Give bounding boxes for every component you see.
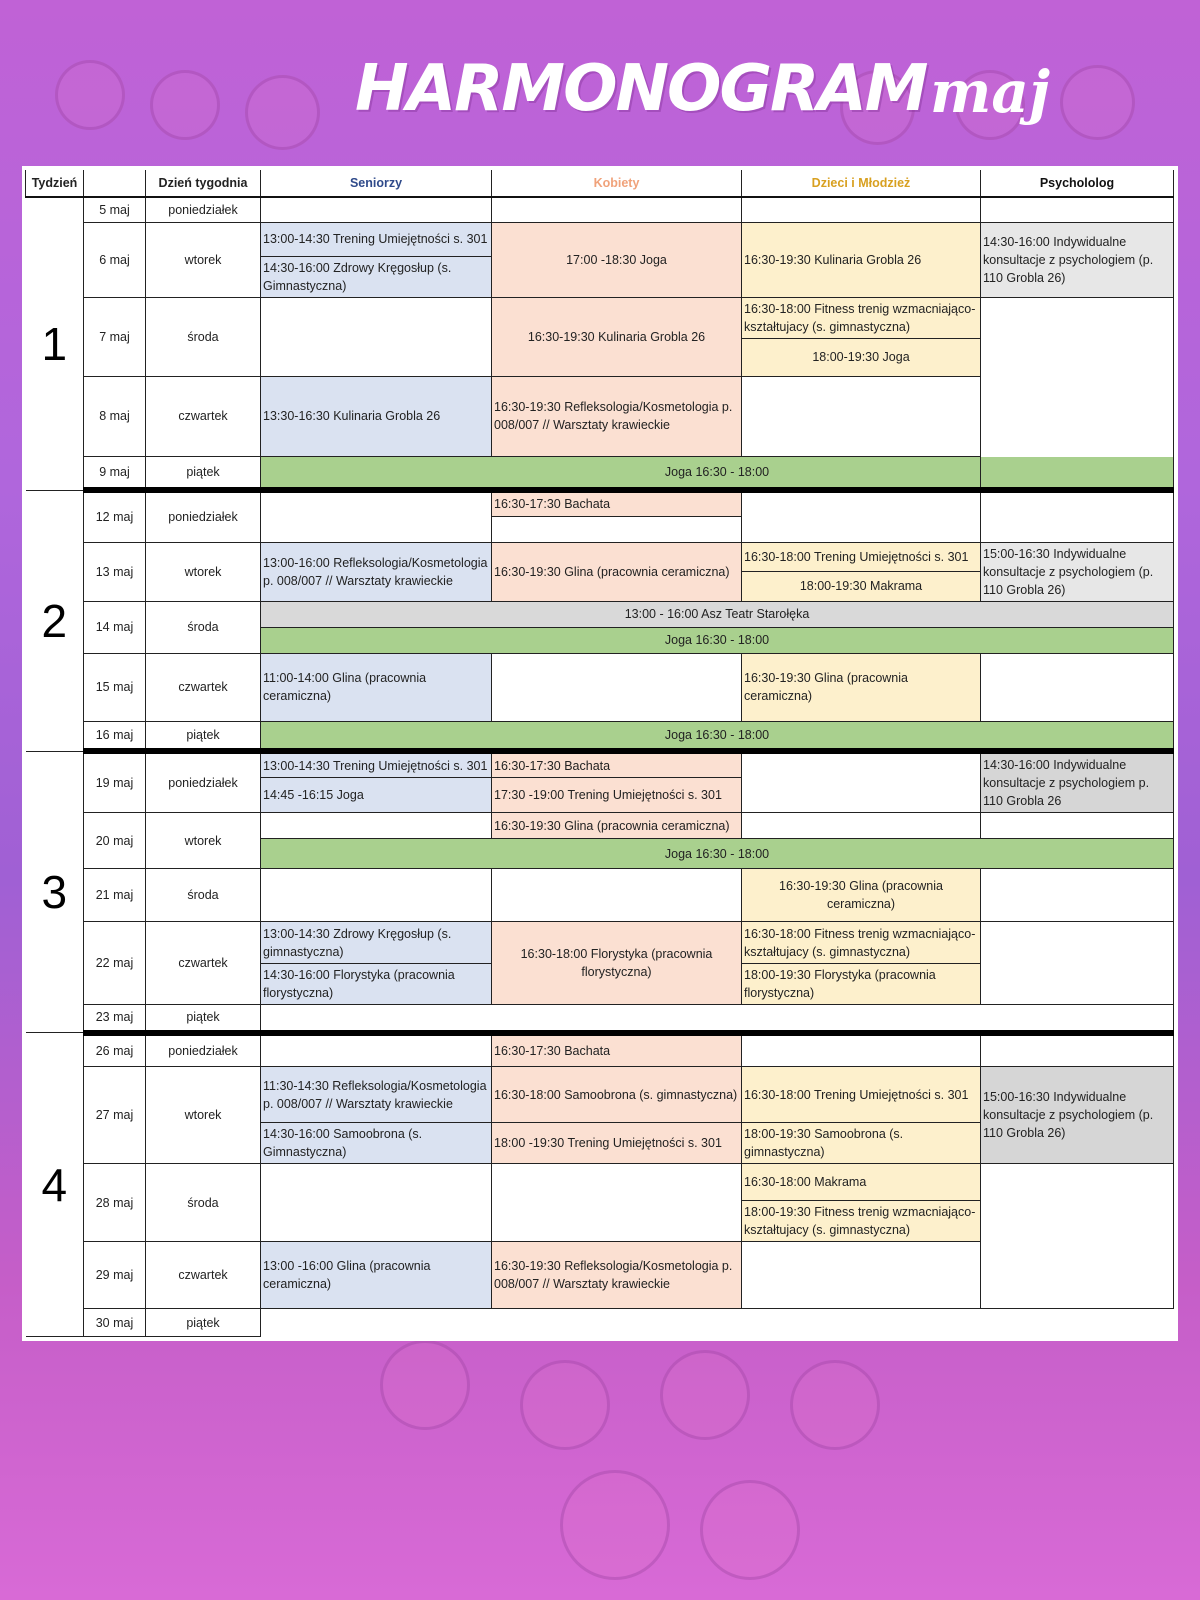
event-cell: 13:00-14:30 Zdrowy Kręgosłup (s. gimnastyczna) — [261, 922, 492, 964]
empty-cell — [981, 653, 1174, 721]
col-day: Dzień tygodnia — [146, 170, 261, 197]
week-number: 4 — [26, 1033, 84, 1337]
date-cell: 5 maj — [84, 197, 146, 222]
event-cell: 16:30-19:30 Kulinaria Grobla 26 — [492, 297, 742, 376]
empty-cell — [492, 516, 742, 542]
event-cell: 13:00 -16:00 Glina (pracownia ceramiczna) — [261, 1242, 492, 1309]
event-cell: 16:30-19:30 Refleksologia/Kosmetologia p. 008/007 // Warsztaty krawieckie — [492, 376, 742, 456]
event-cell: 14:30-16:00 Florystyka (pracownia florystyczna) — [261, 964, 492, 1005]
table-row — [26, 751, 1174, 778]
date-cell: 8 maj — [84, 376, 146, 456]
event-cell: Joga 16:30 - 18:00 — [261, 456, 1174, 490]
event-cell: 13:00-16:00 Refleksologia/Kosmetologia p. 008/007 // Warsztaty krawieckie — [261, 542, 492, 601]
day-cell: środa — [146, 1164, 261, 1242]
empty-cell — [742, 751, 981, 813]
empty-cell — [981, 813, 1174, 839]
empty-cell — [261, 490, 492, 542]
empty-cell — [981, 1033, 1174, 1067]
table-row — [26, 653, 1174, 721]
empty-cell — [261, 1309, 1174, 1337]
event-cell: 16:30-17:30 Bachata — [492, 490, 742, 516]
table-row — [26, 1005, 1174, 1033]
event-cell: 17:30 -19:00 Trening Umiejętności s. 301 — [492, 778, 742, 813]
page-title: HARMONOGRAM — [355, 52, 927, 126]
table-row — [26, 922, 1174, 964]
col-women: Kobiety — [492, 170, 742, 197]
date-cell: 14 maj — [84, 601, 146, 653]
empty-cell — [981, 869, 1174, 922]
event-cell: 17:00 -18:30 Joga — [492, 222, 742, 297]
day-cell: środa — [146, 869, 261, 922]
event-cell: 14:30-16:00 Indywidualne konsultacje z psychologiem (p. 110 Grobla 26) — [981, 222, 1174, 297]
event-cell: 16:30-19:30 Glina (pracownia ceramiczna) — [492, 542, 742, 601]
event-cell: 18:00-19:30 Fitness trenig wzmacniająco-kształtujacy (s. gimnastyczna) — [742, 1201, 981, 1242]
day-cell: piątek — [146, 456, 261, 490]
empty-cell — [261, 869, 492, 922]
event-cell: 16:30-19:30 Refleksologia/Kosmetologia p. 008/007 // Warsztaty krawieckie — [492, 1242, 742, 1309]
date-cell: 23 maj — [84, 1005, 146, 1033]
col-psych: Psychololog — [981, 170, 1174, 197]
empty-cell — [742, 1033, 981, 1067]
day-cell: czwartek — [146, 922, 261, 1005]
empty-cell — [492, 197, 742, 222]
empty-cell — [742, 197, 981, 222]
day-cell: poniedziałek — [146, 751, 261, 813]
empty-cell — [492, 869, 742, 922]
table-row — [26, 542, 1174, 572]
event-cell: 18:00-19:30 Makrama — [742, 572, 981, 602]
day-cell: środa — [146, 601, 261, 653]
event-cell: 11:30-14:30 Refleksologia/Kosmetologia p. 008/007 // Warsztaty krawieckie — [261, 1067, 492, 1123]
empty-cell — [261, 813, 492, 839]
event-cell: 16:30-18:00 Trening Umiejętności s. 301 — [742, 1067, 981, 1123]
table-row — [26, 1309, 1174, 1337]
table-row — [26, 1164, 1174, 1201]
date-cell: 29 maj — [84, 1242, 146, 1309]
event-cell: 16:30-17:30 Bachata — [492, 751, 742, 778]
day-cell: poniedziałek — [146, 197, 261, 222]
event-cell: 13:00-14:30 Trening Umiejętności s. 301 — [261, 751, 492, 778]
table-row — [26, 490, 1174, 516]
table-row — [26, 869, 1174, 922]
day-cell: piątek — [146, 721, 261, 751]
empty-cell — [981, 1164, 1174, 1309]
day-cell: czwartek — [146, 653, 261, 721]
event-cell: 11:00-14:00 Glina (pracownia ceramiczna) — [261, 653, 492, 721]
week-number: 2 — [26, 490, 84, 751]
event-cell: 16:30-17:30 Bachata — [492, 1033, 742, 1067]
day-cell: poniedziałek — [146, 490, 261, 542]
month-label: maj — [930, 58, 1050, 126]
table-row — [26, 1067, 1174, 1123]
event-cell: 14:30-16:00 Samoobrona (s. Gimnastyczna) — [261, 1123, 492, 1164]
event-cell: 18:00 -19:30 Trening Umiejętności s. 301 — [492, 1123, 742, 1164]
date-cell: 19 maj — [84, 751, 146, 813]
table-row — [26, 297, 1174, 338]
date-cell: 27 maj — [84, 1067, 146, 1164]
date-cell: 12 maj — [84, 490, 146, 542]
event-cell: 16:30-18:00 Fitness trenig wzmacniająco-kształtujacy (s. gimnastyczna) — [742, 297, 981, 338]
week-number: 3 — [26, 751, 84, 1033]
date-cell: 20 maj — [84, 813, 146, 869]
event-cell: 15:00-16:30 Indywidualne konsultacje z psychologiem (p. 110 Grobla 26) — [981, 542, 1174, 601]
date-cell: 30 maj — [84, 1309, 146, 1337]
event-cell: 16:30-18:00 Trening Umiejętności s. 301 — [742, 542, 981, 572]
date-cell: 26 maj — [84, 1033, 146, 1067]
day-cell: piątek — [146, 1005, 261, 1033]
empty-cell — [261, 1005, 1174, 1033]
date-cell: 15 maj — [84, 653, 146, 721]
empty-cell — [742, 1242, 981, 1309]
event-cell: 16:30-19:30 Glina (pracownia ceramiczna) — [742, 869, 981, 922]
event-cell: 16:30-18:00 Makrama — [742, 1164, 981, 1201]
event-cell: 16:30-19:30 Kulinaria Grobla 26 — [742, 222, 981, 297]
table-row — [26, 601, 1174, 627]
date-cell: 13 maj — [84, 542, 146, 601]
col-seniors: Seniorzy — [261, 170, 492, 197]
table-row — [26, 1033, 1174, 1067]
empty-cell — [981, 922, 1174, 1005]
event-cell: 15:00-16:30 Indywidualne konsultacje z psychologiem (p. 110 Grobla 26) — [981, 1067, 1174, 1164]
table-row — [26, 456, 1174, 490]
header-row — [26, 170, 1174, 197]
date-cell: 6 maj — [84, 222, 146, 297]
date-cell: 22 maj — [84, 922, 146, 1005]
date-cell: 9 maj — [84, 456, 146, 490]
week-number: 1 — [26, 197, 84, 490]
event-cell: Joga 16:30 - 18:00 — [261, 839, 1174, 869]
date-cell: 7 maj — [84, 297, 146, 376]
page-header — [0, 40, 1200, 150]
event-cell: 16:30-18:00 Fitness trenig wzmacniająco-kształtujacy (s. gimnastyczna) — [742, 922, 981, 964]
empty-cell — [742, 490, 981, 542]
day-cell: wtorek — [146, 813, 261, 869]
empty-cell — [261, 197, 492, 222]
table-row — [26, 222, 1174, 256]
date-cell: 28 maj — [84, 1164, 146, 1242]
col-week: Tydzień — [26, 170, 84, 197]
empty-cell — [981, 197, 1174, 222]
event-cell: 18:00-19:30 Joga — [742, 338, 981, 376]
empty-cell — [742, 813, 981, 839]
table-row — [26, 197, 1174, 222]
date-cell: 21 maj — [84, 869, 146, 922]
event-cell: 18:00-19:30 Florystyka (pracownia florystyczna) — [742, 964, 981, 1005]
day-cell: piątek — [146, 1309, 261, 1337]
empty-cell — [261, 1164, 492, 1242]
event-cell: 16:30-18:00 Florystyka (pracownia florystyczna) — [492, 922, 742, 1005]
day-cell: wtorek — [146, 1067, 261, 1164]
empty-cell — [742, 376, 981, 456]
table-row — [26, 721, 1174, 751]
col-date — [84, 170, 146, 197]
col-kids: Dzieci i Młodzież — [742, 170, 981, 197]
day-cell: poniedziałek — [146, 1033, 261, 1067]
event-cell: 18:00-19:30 Samoobrona (s. gimnastyczna) — [742, 1123, 981, 1164]
event-cell: 16:30-19:30 Glina (pracownia ceramiczna) — [492, 813, 742, 839]
event-cell: 14:45 -16:15 Joga — [261, 778, 492, 813]
day-cell: wtorek — [146, 542, 261, 601]
event-cell: 16:30-19:30 Glina (pracownia ceramiczna) — [742, 653, 981, 721]
empty-cell — [261, 1033, 492, 1067]
event-cell: 13:30-16:30 Kulinaria Grobla 26 — [261, 376, 492, 456]
day-cell: środa — [146, 297, 261, 376]
event-cell: Joga 16:30 - 18:00 — [261, 627, 1174, 653]
table-row — [26, 813, 1174, 839]
event-cell: 13:00-14:30 Trening Umiejętności s. 301 — [261, 222, 492, 256]
date-cell: 16 maj — [84, 721, 146, 751]
day-cell: czwartek — [146, 1242, 261, 1309]
schedule-sheet — [22, 166, 1178, 1341]
event-cell: Joga 16:30 - 18:00 — [261, 721, 1174, 751]
empty-cell — [981, 490, 1174, 542]
day-cell: czwartek — [146, 376, 261, 456]
event-cell: 14:30-16:00 Zdrowy Kręgosłup (s. Gimnastyczna) — [261, 256, 492, 297]
event-cell: 16:30-18:00 Samoobrona (s. gimnastyczna) — [492, 1067, 742, 1123]
event-cell: 14:30-16:00 Indywidualne konsultacje z psychologiem p. 110 Grobla 26 — [981, 751, 1174, 813]
empty-cell — [261, 297, 492, 376]
day-cell: wtorek — [146, 222, 261, 297]
schedule-table — [25, 170, 1174, 1337]
empty-cell — [492, 653, 742, 721]
empty-cell — [492, 1164, 742, 1242]
event-cell: 13:00 - 16:00 Asz Teatr Starołęka — [261, 601, 1174, 627]
